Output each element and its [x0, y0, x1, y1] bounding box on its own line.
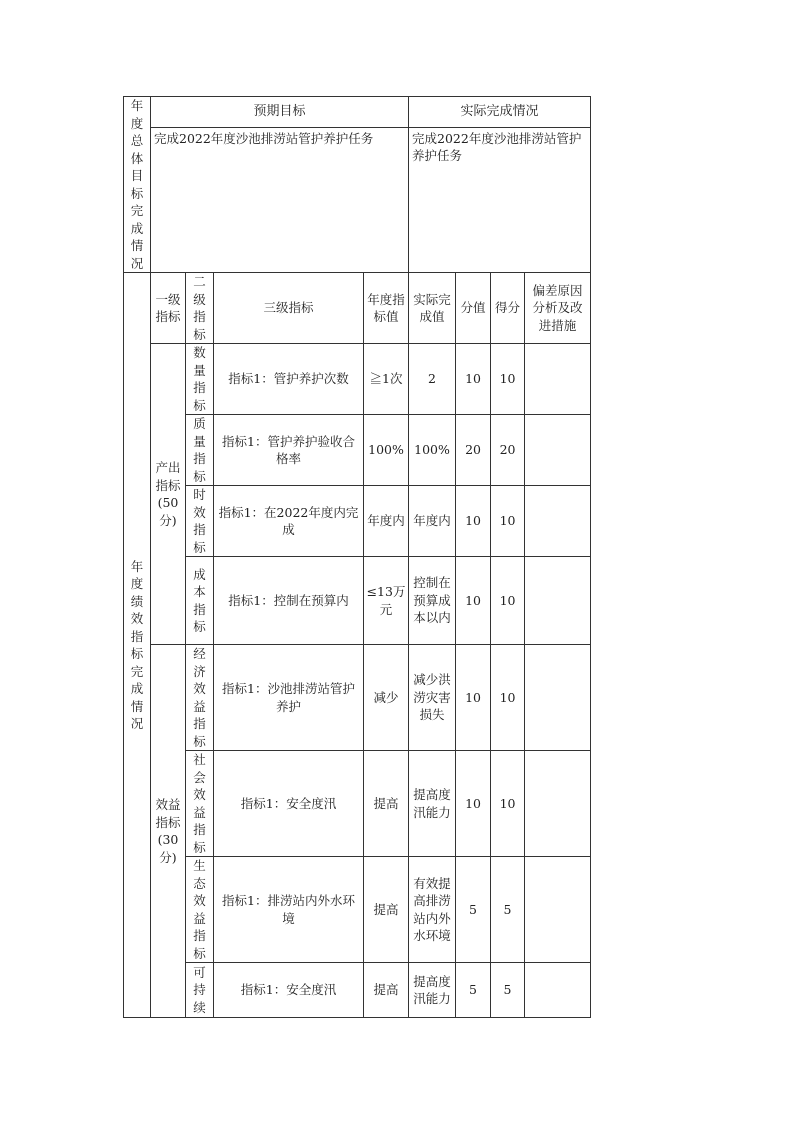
actual-completion-value: 完成2022年度沙池排涝站管护养护任务 [409, 127, 591, 272]
table-row [124, 963, 591, 1018]
actual-cell: 提高度汛能力 [409, 751, 456, 857]
target-cell: 提高 [364, 857, 409, 963]
level2-cell: 质量指标 [186, 415, 214, 486]
actual-cell: 100% [409, 415, 456, 486]
section1-label: 年度总体目标完成情况 [124, 97, 151, 273]
weight-cell: 10 [456, 486, 491, 557]
score-cell: 20 [491, 415, 525, 486]
level3-cell: 指标1：安全度汛 [214, 751, 364, 857]
target-cell: ≧1次 [364, 344, 409, 415]
level3-cell: 指标1：管护养护验收合格率 [214, 415, 364, 486]
table-row [124, 645, 591, 751]
remarks-header: 偏差原因分析及改进措施 [525, 273, 591, 344]
remarks-cell [525, 751, 591, 857]
performance-table [123, 96, 591, 1018]
actual-value-header: 实际完成值 [409, 273, 456, 344]
level1-header: 一级指标 [151, 273, 186, 344]
actual-cell: 控制在预算成本以内 [409, 557, 456, 645]
remarks-cell [525, 486, 591, 557]
table-row [124, 857, 591, 963]
level2-cell: 时效指标 [186, 486, 214, 557]
score-cell: 10 [491, 486, 525, 557]
actual-cell: 有效提高排涝站内外水环境 [409, 857, 456, 963]
weight-cell: 10 [456, 344, 491, 415]
level3-cell: 指标1：沙池排涝站管护养护 [214, 645, 364, 751]
target-cell: 年度内 [364, 486, 409, 557]
target-cell: ≤13万元 [364, 557, 409, 645]
level2-cell: 数量指标 [186, 344, 214, 415]
remarks-cell [525, 645, 591, 751]
section2-label: 年度绩效指标完成情况 [124, 273, 151, 1018]
remarks-cell [525, 415, 591, 486]
weight-cell: 10 [456, 645, 491, 751]
score-cell: 10 [491, 344, 525, 415]
target-cell: 减少 [364, 645, 409, 751]
level3-cell: 指标1：排涝站内外水环境 [214, 857, 364, 963]
weight-cell: 5 [456, 857, 491, 963]
remarks-cell [525, 857, 591, 963]
level3-cell: 指标1：控制在预算内 [214, 557, 364, 645]
level3-header: 三级指标 [214, 273, 364, 344]
table-row [124, 486, 591, 557]
score-header: 得分 [491, 273, 525, 344]
remarks-cell [525, 557, 591, 645]
level2-cell: 成本指标 [186, 557, 214, 645]
table-row [124, 415, 591, 486]
actual-cell: 年度内 [409, 486, 456, 557]
level3-cell: 指标1：在2022年度内完成 [214, 486, 364, 557]
level2-header: 二级指标 [186, 273, 214, 344]
score-cell: 10 [491, 557, 525, 645]
target-cell: 提高 [364, 751, 409, 857]
output-indicator-group: 产出指标(50分) [151, 344, 186, 645]
target-cell: 100% [364, 415, 409, 486]
actual-cell: 提高度汛能力 [409, 963, 456, 1018]
level2-cell: 社会效益指标 [186, 751, 214, 857]
actual-cell: 减少洪涝灾害损失 [409, 645, 456, 751]
score-cell: 10 [491, 751, 525, 857]
table-row [124, 557, 591, 645]
level3-cell: 指标1：安全度汛 [214, 963, 364, 1018]
actual-cell: 2 [409, 344, 456, 415]
score-cell: 10 [491, 645, 525, 751]
expected-goal-value: 完成2022年度沙池排涝站管护养护任务 [151, 127, 409, 272]
table-row [124, 751, 591, 857]
weight-cell: 10 [456, 751, 491, 857]
level3-cell: 指标1：管护养护次数 [214, 344, 364, 415]
benefit-indicator-group: 效益指标(30分) [151, 645, 186, 1018]
level2-cell: 可持续 [186, 963, 214, 1018]
actual-completion-header: 实际完成情况 [409, 97, 591, 128]
score-weight-header: 分值 [456, 273, 491, 344]
score-cell: 5 [491, 963, 525, 1018]
weight-cell: 5 [456, 963, 491, 1018]
weight-cell: 10 [456, 557, 491, 645]
remarks-cell [525, 344, 591, 415]
target-cell: 提高 [364, 963, 409, 1018]
remarks-cell [525, 963, 591, 1018]
score-cell: 5 [491, 857, 525, 963]
level2-cell: 经济效益指标 [186, 645, 214, 751]
expected-goal-header: 预期目标 [151, 97, 409, 128]
table-row [124, 344, 591, 415]
annual-target-header: 年度指标值 [364, 273, 409, 344]
level2-cell: 生态效益指标 [186, 857, 214, 963]
weight-cell: 20 [456, 415, 491, 486]
